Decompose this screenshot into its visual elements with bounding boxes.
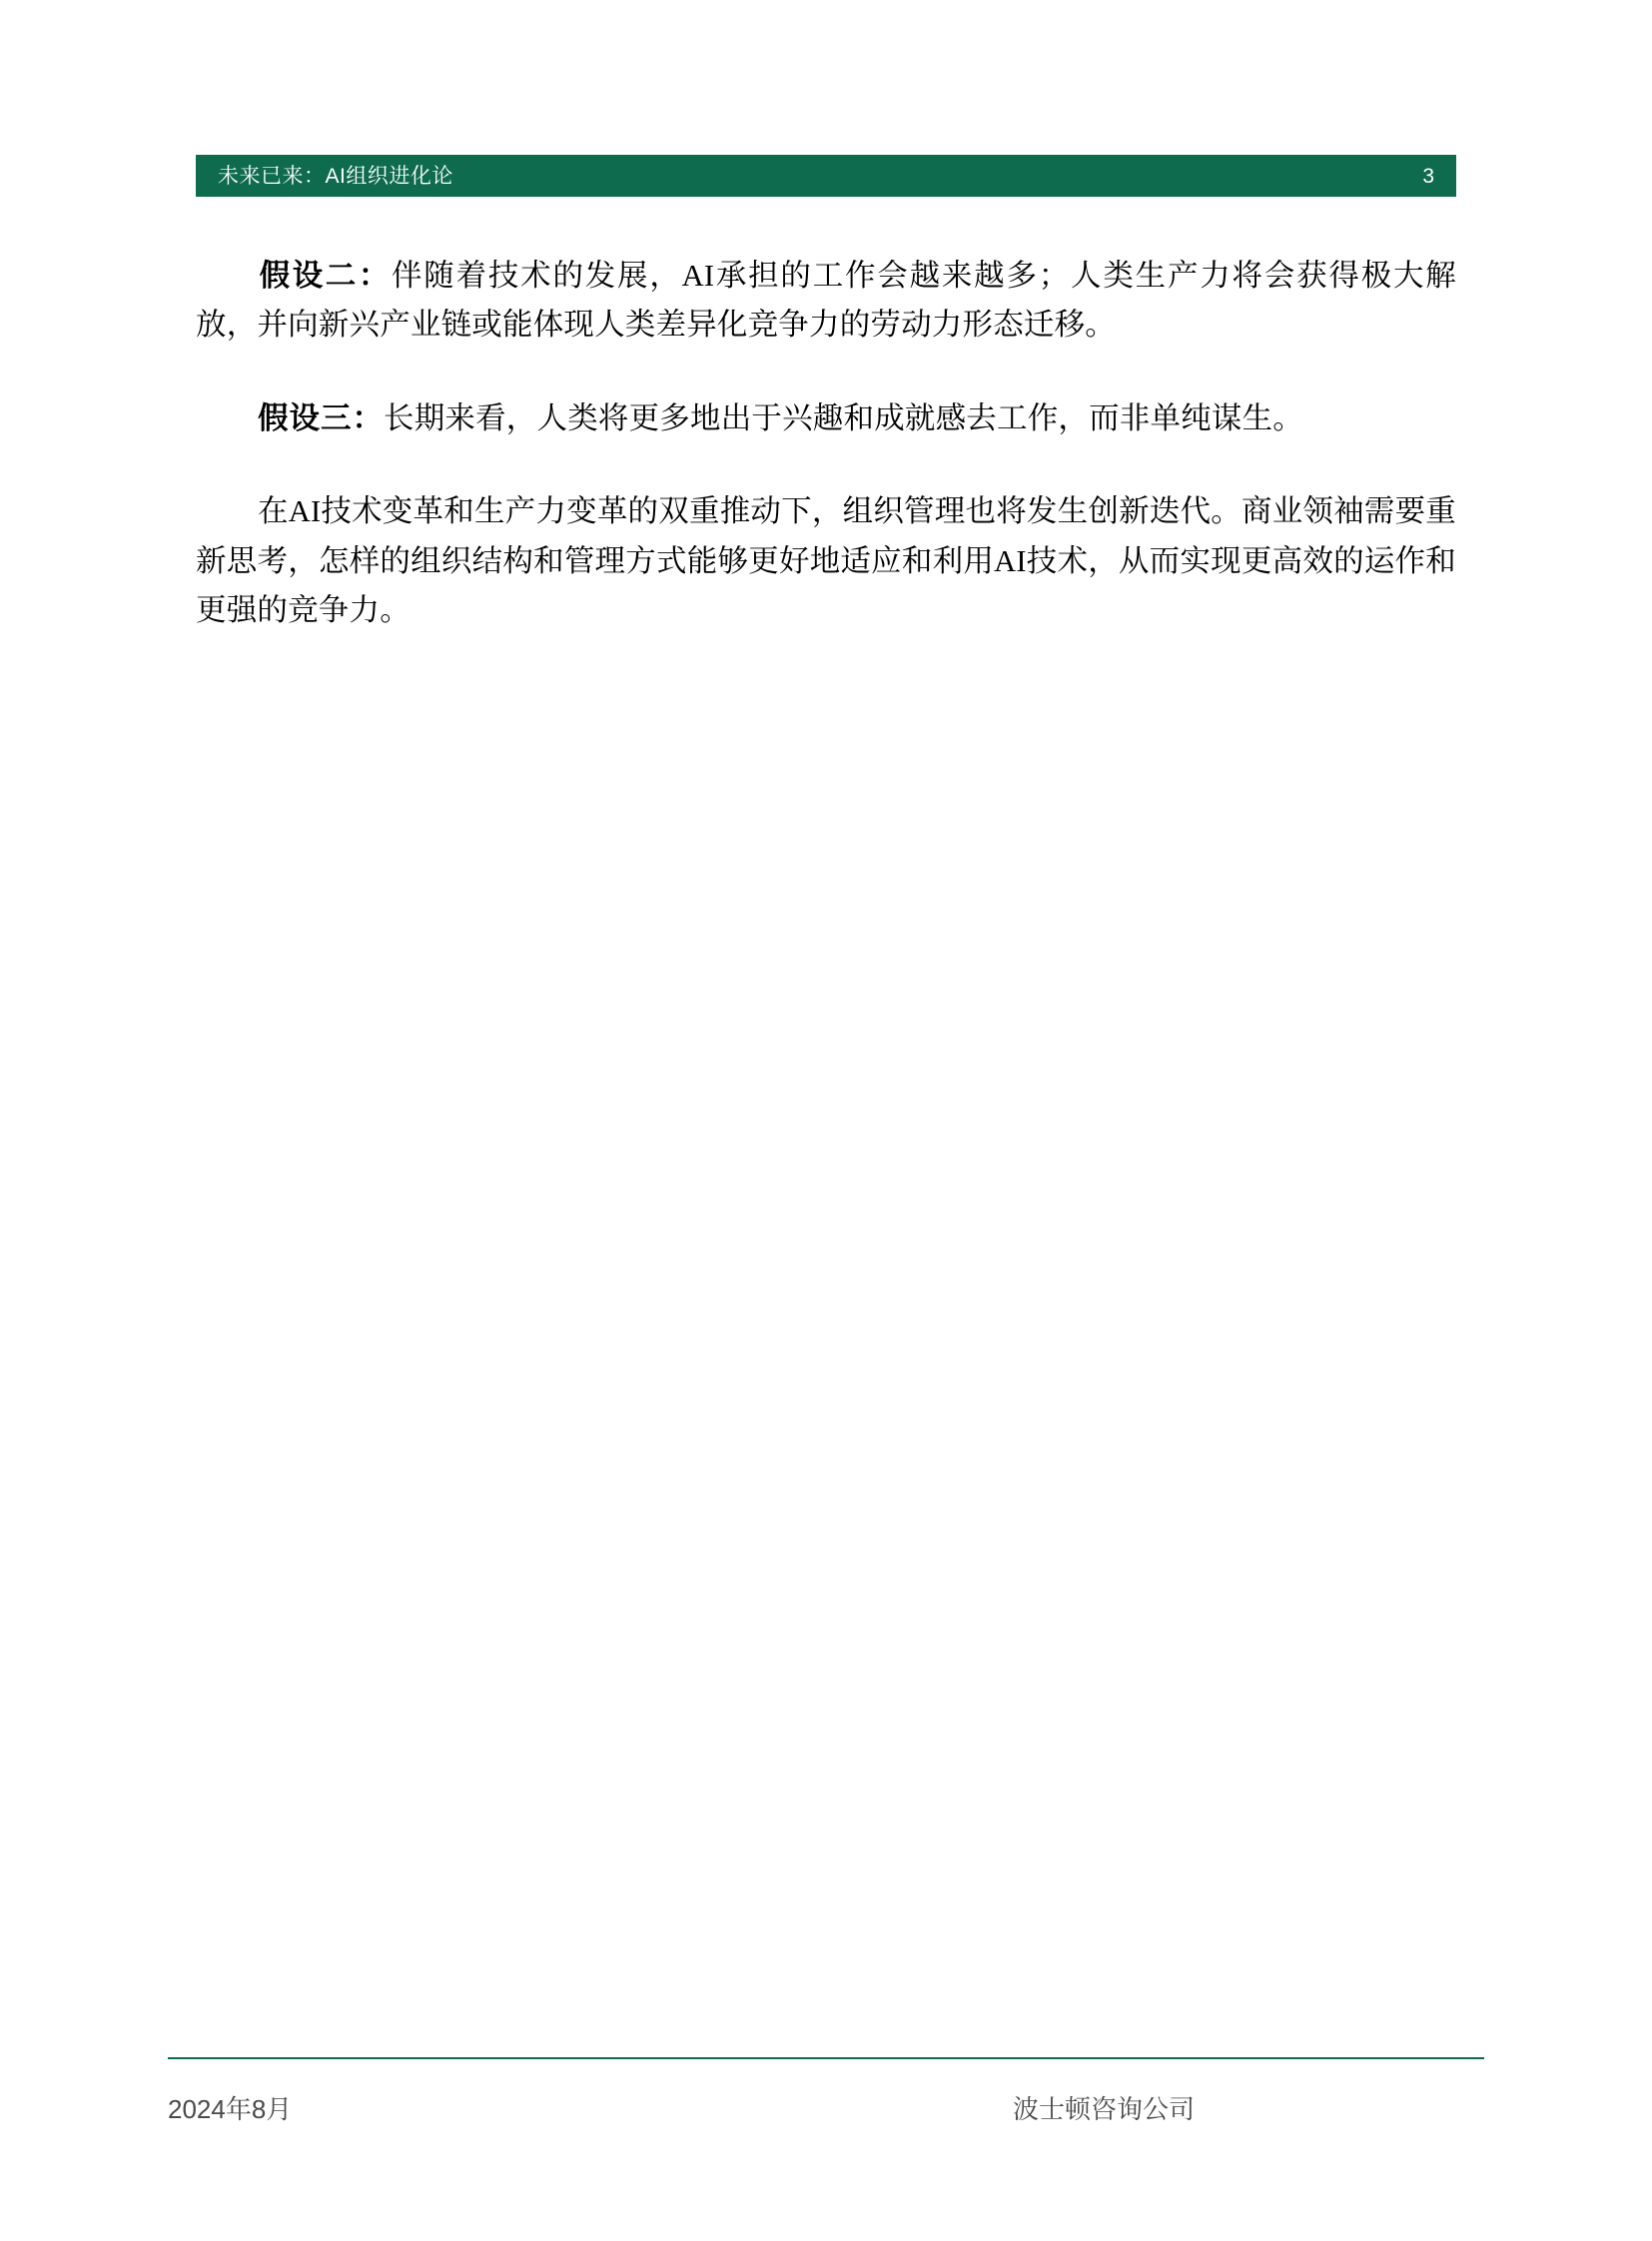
paragraph-conclusion [196,487,1456,635]
page-content [196,252,1456,673]
page-footer [168,2077,1484,2137]
paragraph-text: 在AI技术变革和生产力变革的双重推动下，组织管理也将发生创新迭代。商业领袖需要重新思考，怎样的组织结构和管理方式能够更好地适应和利用AI技术，从而实现更高效的运作和更强的竞争力。 [196,494,1456,628]
paragraph-text: 伴随着技术的发展，AI承担的工作会越来越多；人类生产力将会获得极大解放，并向新兴产业链或能体现人类差异化竞争力的劳动力形态迁移。 [196,259,1457,343]
page-header-band [196,155,1456,197]
paragraph-text: 长期来看，人类将更多地出于兴趣和成就感去工作，而非单纯谋生。 [384,400,1303,435]
header-page-number: 3 [1422,164,1434,188]
paragraph-assumption-two [196,252,1456,351]
paragraph-lead: 假设二： [258,259,392,293]
paragraph-assumption-three [196,394,1456,443]
footer-divider [168,2057,1484,2059]
header-title: 未来已来：AI组织进化论 [218,164,453,188]
footer-company: 波士顿咨询公司 [1012,2093,1195,2124]
paragraph-lead: 假设三： [258,400,384,435]
footer-date: 2024年8月 [168,2093,293,2124]
